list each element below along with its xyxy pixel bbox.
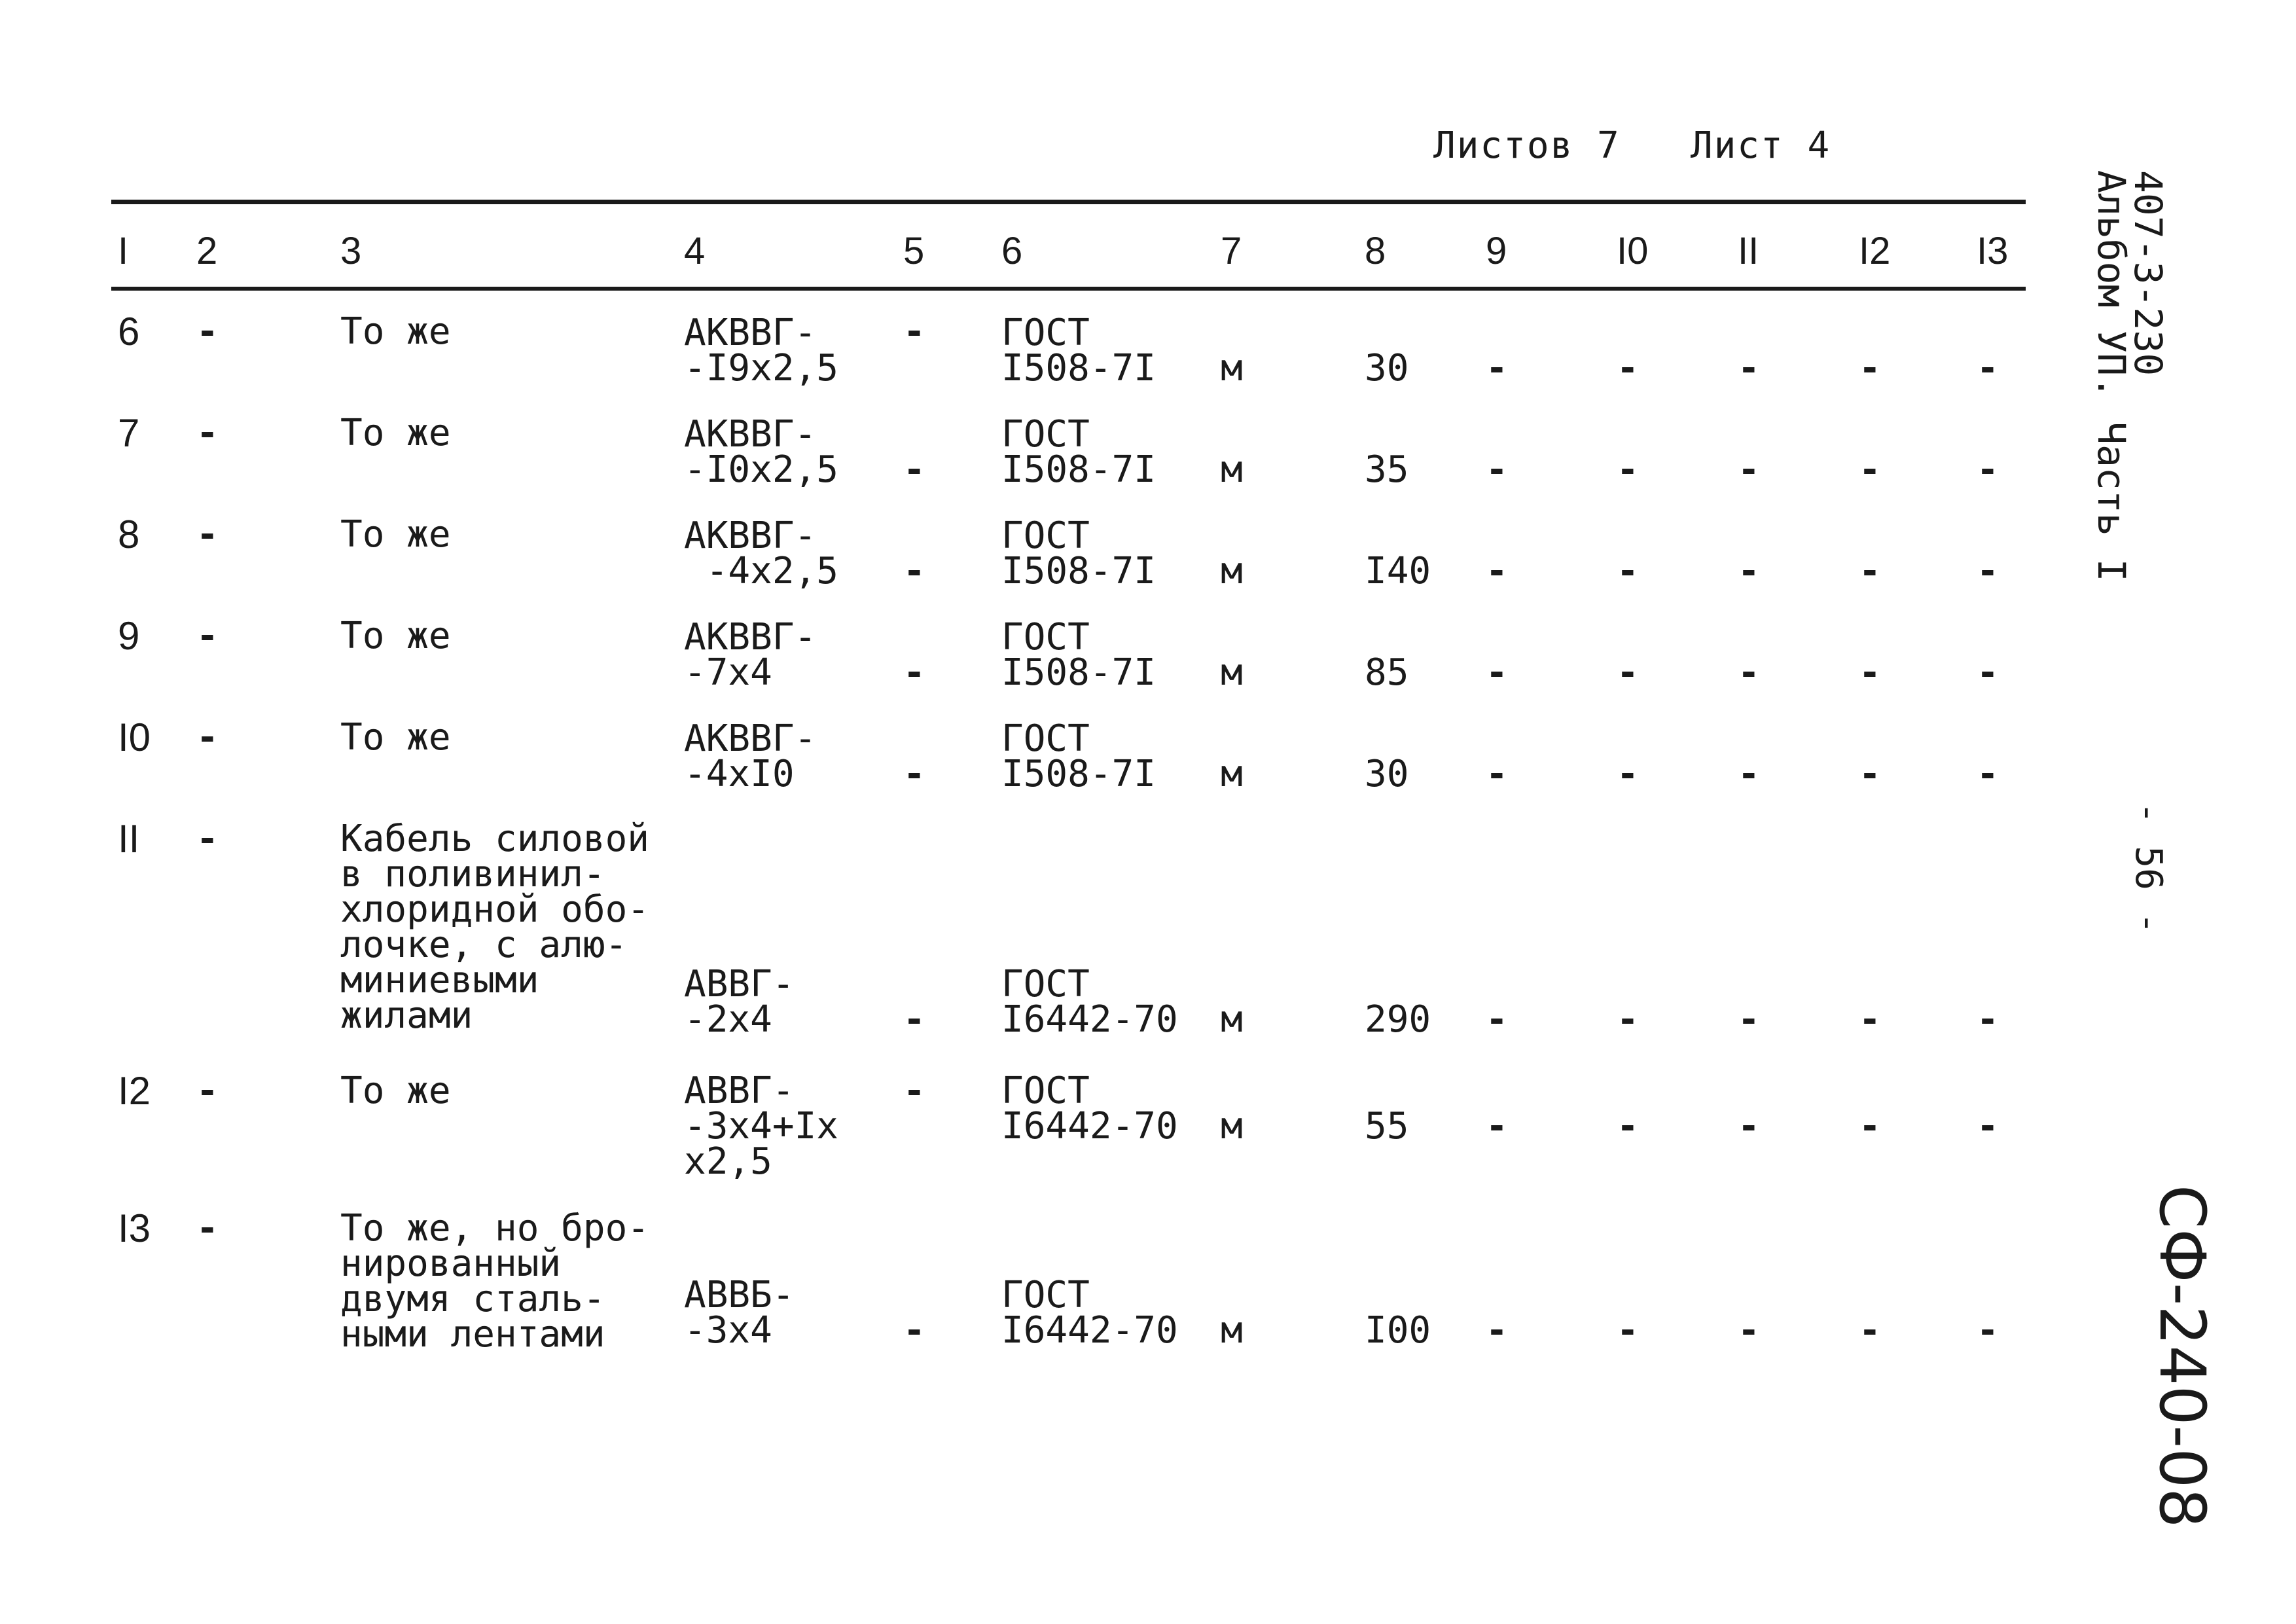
col10-value: - xyxy=(1617,448,1639,491)
cable-mark: АКВВГ- -I0x2,5 xyxy=(684,413,839,491)
row-number: 7 xyxy=(118,411,140,455)
quantity: 55 xyxy=(1365,1105,1409,1147)
cable-mark: АКВВГ- -4xI0 xyxy=(684,717,817,795)
row-number: 6 xyxy=(118,310,140,353)
col13-value: - xyxy=(1977,998,1999,1041)
col11-value: - xyxy=(1738,753,1760,795)
col13-value: - xyxy=(1977,1105,1999,1147)
col11-value: - xyxy=(1738,651,1760,694)
col5-value: - xyxy=(903,550,925,592)
col13-value: - xyxy=(1977,347,1999,389)
quantity: I40 xyxy=(1365,550,1431,592)
column-header-10: I0 xyxy=(1617,230,1649,272)
cable-mark: АКВВГ- -I9x2,5 xyxy=(684,312,839,389)
column-header-13: I3 xyxy=(1977,230,2009,272)
col10-value: - xyxy=(1617,998,1639,1041)
col13-value: - xyxy=(1977,448,1999,491)
unit: м xyxy=(1221,1105,1243,1147)
col11-value: - xyxy=(1738,347,1760,389)
col2-value: - xyxy=(196,818,219,860)
col13-value: - xyxy=(1977,651,1999,694)
cable-mark: АВВГ- -2x4 xyxy=(684,963,795,1041)
description: То же xyxy=(340,615,451,657)
col10-value: - xyxy=(1617,550,1639,592)
col9-value: - xyxy=(1486,1309,1508,1352)
col13-value: - xyxy=(1977,550,1999,592)
standard: ГОСТ I508-7I xyxy=(1001,413,1157,491)
quantity: 35 xyxy=(1365,448,1409,491)
col10-value: - xyxy=(1617,651,1639,694)
standard: ГОСТ I508-7I xyxy=(1001,717,1157,795)
unit: м xyxy=(1221,448,1243,491)
col10-value: - xyxy=(1617,753,1639,795)
unit: м xyxy=(1221,998,1243,1041)
cable-mark: АКВВГ- -4x2,5 xyxy=(684,514,839,592)
description: То же, но бро- нированный двумя сталь- ными лентами xyxy=(340,1207,650,1356)
col5-value: - xyxy=(903,448,925,491)
col12-value: - xyxy=(1859,1309,1881,1352)
col5-value: - xyxy=(903,651,925,694)
column-header-4: 4 xyxy=(684,230,706,272)
quantity: 85 xyxy=(1365,651,1409,694)
col12-value: - xyxy=(1859,1105,1881,1147)
album-code-line1: 407-3-230 xyxy=(2126,170,2170,376)
col9-value: - xyxy=(1486,753,1508,795)
standard: ГОСТ I6442-70 xyxy=(1001,1070,1178,1147)
standard: ГОСТ I6442-70 xyxy=(1001,1274,1178,1352)
standard: ГОСТ I508-7I xyxy=(1001,514,1157,592)
quantity: I00 xyxy=(1365,1309,1431,1352)
standard: ГОСТ I6442-70 xyxy=(1001,963,1178,1041)
album-code xyxy=(2089,170,2170,582)
col10-value: - xyxy=(1617,1105,1639,1147)
col5-value: - xyxy=(903,753,925,795)
quantity: 290 xyxy=(1365,998,1431,1041)
column-header-8: 8 xyxy=(1365,230,1386,272)
cable-mark: АВВГ- -3x4+Ix x2,5 xyxy=(684,1070,839,1183)
column-header-2: 2 xyxy=(196,230,218,272)
description: Кабель силовой в поливинил- хлоридной обо- лочке, с алю- миниевыми жилами xyxy=(340,818,650,1037)
row-number: I2 xyxy=(118,1069,151,1113)
col11-value: - xyxy=(1738,1105,1760,1147)
column-header-12: I2 xyxy=(1859,230,1891,272)
col12-value: - xyxy=(1859,550,1881,592)
column-header-11: II xyxy=(1738,230,1759,272)
unit: м xyxy=(1221,347,1243,389)
col2-value: - xyxy=(196,1207,219,1250)
row-number: I3 xyxy=(118,1206,151,1250)
col2-value: - xyxy=(196,615,219,657)
col11-value: - xyxy=(1738,998,1760,1041)
sheet-info: Листов 7 Лист 4 xyxy=(1433,124,1831,167)
row-number: 9 xyxy=(118,614,140,658)
col12-value: - xyxy=(1859,998,1881,1041)
col12-value: - xyxy=(1859,347,1881,389)
column-header-5: 5 xyxy=(903,230,925,272)
cable-mark: АВВБ- -3x4 xyxy=(684,1274,795,1352)
description: То же xyxy=(340,412,451,454)
col2-value: - xyxy=(196,716,219,759)
col13-value: - xyxy=(1977,1309,1999,1352)
quantity: 30 xyxy=(1365,347,1409,389)
column-header-9: 9 xyxy=(1486,230,1507,272)
col5-value: - xyxy=(903,998,925,1041)
col13-value: - xyxy=(1977,753,1999,795)
album-code-line2: Альбом УП. Часть I xyxy=(2089,170,2134,582)
cable-mark: АКВВГ- -7x4 xyxy=(684,616,817,694)
unit: м xyxy=(1221,651,1243,694)
col9-value: - xyxy=(1486,448,1508,491)
col12-value: - xyxy=(1859,753,1881,795)
standard: ГОСТ I508-7I xyxy=(1001,312,1157,389)
header-bottom-rule xyxy=(111,287,2026,291)
description: То же xyxy=(340,310,451,353)
quantity: 30 xyxy=(1365,753,1409,795)
col2-value: - xyxy=(196,1070,219,1112)
col9-value: - xyxy=(1486,347,1508,389)
unit: м xyxy=(1221,1309,1243,1352)
description: То же xyxy=(340,1070,451,1112)
col2-value: - xyxy=(196,513,219,556)
standard: ГОСТ I508-7I xyxy=(1001,616,1157,694)
page-number: - 56 - xyxy=(2127,802,2170,935)
col2-value: - xyxy=(196,310,219,353)
column-header-7: 7 xyxy=(1221,230,1242,272)
unit: м xyxy=(1221,753,1243,795)
col10-value: - xyxy=(1617,347,1639,389)
table-top-rule xyxy=(111,200,2026,204)
col11-value: - xyxy=(1738,448,1760,491)
col12-value: - xyxy=(1859,448,1881,491)
document-stamp: СФ-240-08 xyxy=(2145,1185,2219,1528)
column-header-6: 6 xyxy=(1001,230,1023,272)
col11-value: - xyxy=(1738,550,1760,592)
unit: м xyxy=(1221,550,1243,592)
col9-value: - xyxy=(1486,998,1508,1041)
col5-value: - xyxy=(903,1309,925,1352)
col12-value: - xyxy=(1859,651,1881,694)
column-header-3: 3 xyxy=(340,230,362,272)
col2-value: - xyxy=(196,412,219,454)
col9-value: - xyxy=(1486,550,1508,592)
col5-value: - xyxy=(903,1070,925,1112)
row-number: 8 xyxy=(118,513,140,556)
col9-value: - xyxy=(1486,1105,1508,1147)
col9-value: - xyxy=(1486,651,1508,694)
description: То же xyxy=(340,513,451,556)
row-number: II xyxy=(118,817,140,861)
col10-value: - xyxy=(1617,1309,1639,1352)
col11-value: - xyxy=(1738,1309,1760,1352)
row-number: I0 xyxy=(118,715,151,759)
col5-value: - xyxy=(903,310,925,353)
description: То же xyxy=(340,716,451,759)
column-header-1: I xyxy=(118,230,129,272)
